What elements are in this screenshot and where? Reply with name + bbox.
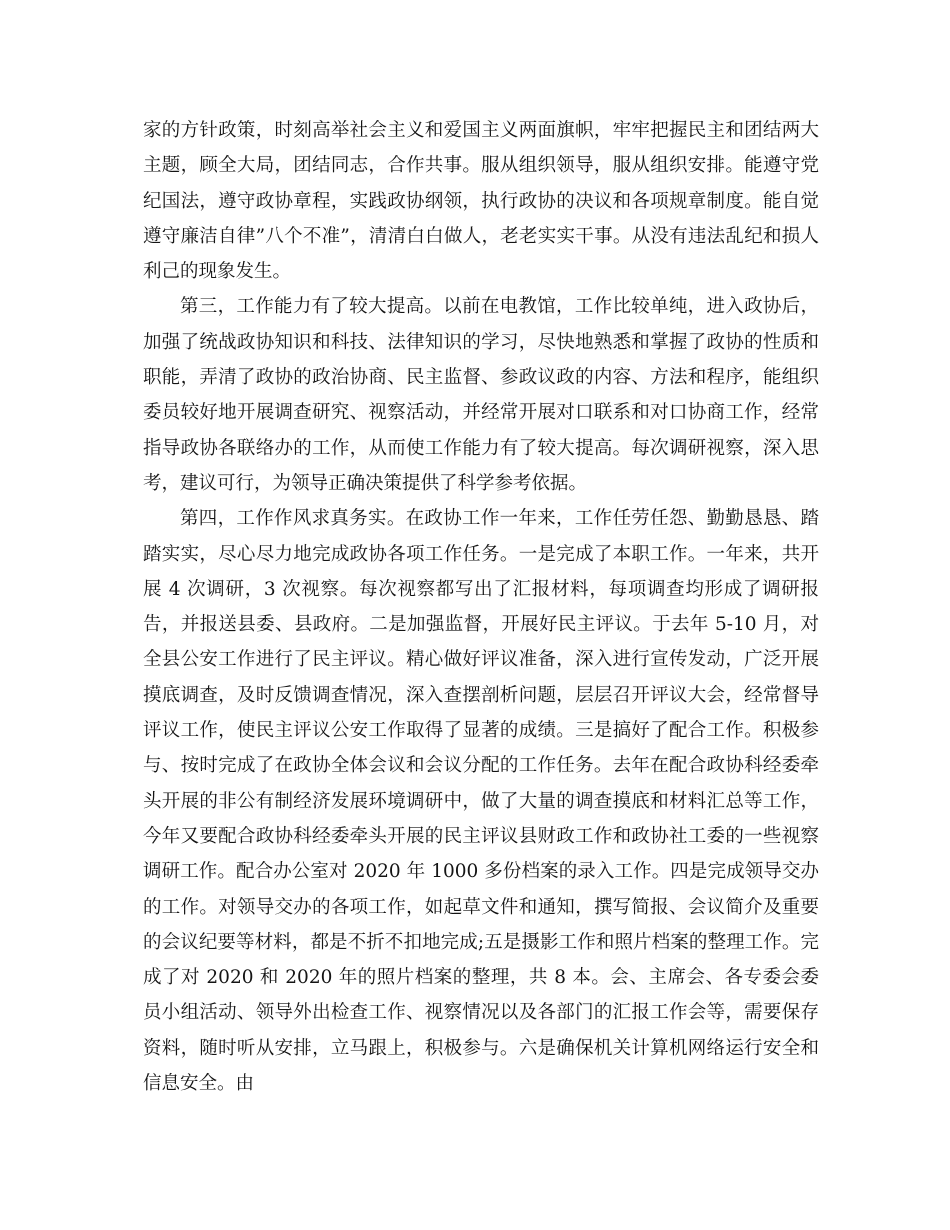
paragraph-1: 家的方针政策，时刻高举社会主义和爱国主义两面旗帜，牢牢把握民主和团结两大主题，顾全大局，团结同志，合作共事。服从组织领导，服从组织安排。能遵守党纪国法，遵守政协章程，实践政协纲领，执行政协的决议和各项规章制度。能自觉遵守廉洁自律”八个不准”，清清白白做人，老老实实干事。从没有违法乱纪和损人利己的现象发生。 — [143, 120, 819, 283]
document-body — [143, 113, 819, 1101]
paragraph-2: 第三，工作能力有了较大提高。以前在电教馆，工作比较单纯，进入政协后，加强了统战政协知识和科技、法律知识的学习，尽快地熟悉和掌握了政协的性质和职能，弄清了政协的政治协商、民主监督、参政议政的内容、方法和程序，能组织委员较好地开展调查研究、视察活动，并经常开展对口联系和对口协商工作，经常指导政协各联络办的工作，从而使工作能力有了较大提高。每次调研视察，深入思考，建议可行，为领导正确决策提供了科学参考依据。 — [143, 296, 819, 494]
paragraph-3: 第四，工作作风求真务实。在政协工作一年来，工作任劳任怨、勤勤恳恳、踏踏实实，尽心尽力地完成政协各项工作任务。一是完成了本职工作。一年来，共开展 4 次调研，3 次视察。每次视察都写出了汇报材料，每项调查均形成了调研报告，并报送县委、县政府。二是加强监督，开展好民主评议。于去年 5-10 月，对全县公安工作进行了民主评议。精心做好评议准备，深入进行宣传发动，广泛开展摸底调查，及时反馈调查情况，深入查摆剖析问题，层层召开评议大会，经常督导评议工作，使民主评议公安工作取得了显著的成绩。三是搞好了配合工作。积极参与、按时完成了在政协全体会议和会议分配的工作任务。去年在配合政协科经委牵头开展的非公有制经济发展环境调研中，做了大量的调查摸底和材料汇总等工作，今年又要配合政协科经委牵头开展的民主评议县财政工作和政协社工委的一些视察调研工作。配合办公室对 2020 年 1000 多份档案的录入工作。四是完成领导交办的工作。对领导交办的各项工作，如起草文件和通知，撰写简报、会议简介及重要的会议纪要等材料，都是不折不扣地完成;五是摄影工作和照片档案的整理工作。完成了对 2020 和 2020 年的照片档案的整理，共 8 本。会、主席会、各专委会委员小组活动、领导外出检查工作、视察情况以及各部门的汇报工作会等，需要保存资料，随时听从安排，立马跟上，积极参与。六是确保机关计算机网络运行安全和信息安全。由 — [143, 508, 819, 1095]
